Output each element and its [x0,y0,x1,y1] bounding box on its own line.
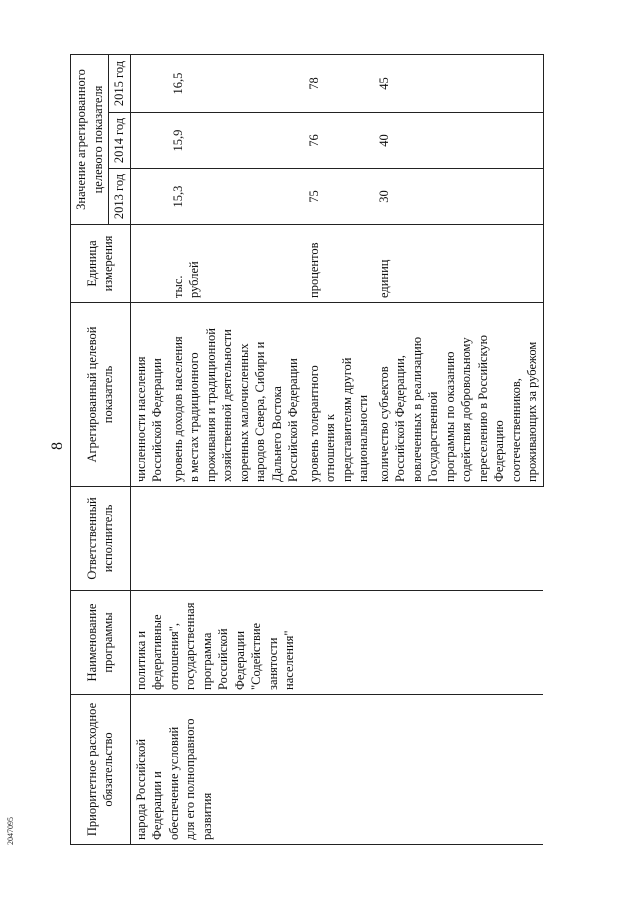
value-2014-cell [130,113,168,169]
unit-cell [130,225,168,303]
obligation-cell: народа Российской Федерации и обеспечение условий для его полноправного развития [130,695,543,845]
value-2015-cell [130,54,168,112]
unit-cell: единиц [374,225,544,303]
indicator-cell: уровень доходов населения в местах традиционного проживания и традиционной хозяйственной деятельности коренных малочисленных народов Севера, Сибири и Дальнего Востока Российской Федерации [168,303,304,487]
value-2014-cell: 40 [374,113,544,169]
document-code: 2047095 [6,817,15,845]
value-2015-cell: 78 [304,54,374,112]
header-year-2014: 2014 год [109,113,131,169]
table-row [130,54,168,844]
header-indicator: Агрегированный целевой показатель [71,303,131,487]
page-number: 8 [49,442,66,450]
program-cell: политика и федеративные отношения", государственная программа Российской Федерации "Содействие занятости населения" [130,591,543,695]
executor-cell [130,487,543,591]
value-2014-cell: 76 [304,113,374,169]
header-year-2013: 2013 год [109,169,131,225]
header-unit: Единица измерения [71,225,131,303]
indicator-cell: уровень толерантного отношения к представителям другой национальности [304,303,374,487]
rotated-table-container [70,55,550,845]
header-year-2015: 2015 год [109,54,131,112]
value-2013-cell: 75 [304,169,374,225]
header-row [71,54,109,844]
indicators-table [70,54,544,845]
header-executor: Ответственный исполнитель [71,487,131,591]
value-2013-cell [130,169,168,225]
value-2015-cell: 16,5 [168,54,304,112]
value-2013-cell: 15,3 [168,169,304,225]
header-program: Наименование программы [71,591,131,695]
unit-cell: процентов [304,225,374,303]
header-value: Значение агрегированного целевого показателя [71,54,109,224]
unit-cell: тыс. рублей [168,225,304,303]
indicator-cell: численности населения Российской Федерации [130,303,168,487]
indicator-cell: количество субъектов Российской Федерации, вовлеченных в реализацию Государственной программы по оказанию содействия добровольному переселению в Российскую Федерацию соотечественников, проживающих за рубежом [374,303,544,487]
value-2014-cell: 15,9 [168,113,304,169]
value-2015-cell: 45 [374,54,544,112]
header-obligation: Приоритетное расходное обязательство [71,695,131,845]
value-2013-cell: 30 [374,169,544,225]
